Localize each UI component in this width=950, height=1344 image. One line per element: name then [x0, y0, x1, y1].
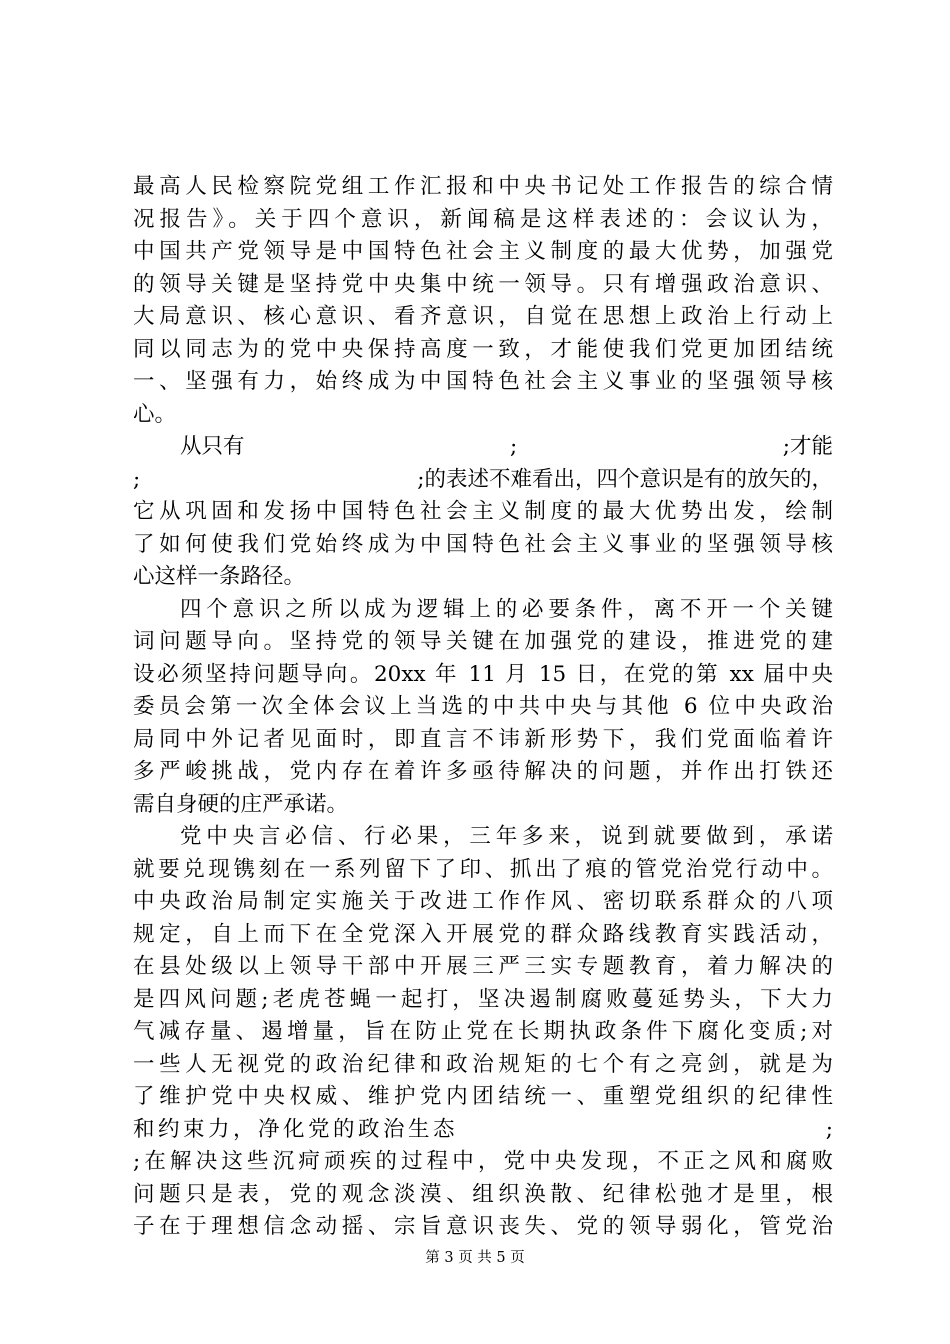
text-fragment: ;的表述不难看出，四个意识是有的放矢的，: [417, 466, 833, 492]
text-line: 一、坚强有力，始终成为中国特色社会主义事业的坚强领导核: [133, 369, 833, 394]
text-line: 中国共产党领导是中国特色社会主义制度的最大优势，加强党: [133, 239, 833, 264]
text-line: 词问题导向。坚持党的领导关键在加强党的建设，推进党的建: [133, 629, 833, 654]
body-text: [133, 171, 833, 1244]
text-fragment: ;: [510, 434, 518, 459]
text-line: ;在解决这些沉疴顽疾的过程中，党中央发现，不正之风和腐败: [133, 1149, 833, 1174]
text-line: 党中央言必信、行必果，三年多来，说到就要做到，承诺: [180, 824, 833, 849]
text-line: 需自身硬的庄严承诺。: [133, 791, 349, 817]
text-line: 心。: [133, 401, 177, 427]
text-line: 就要兑现镌刻在一系列留下了印、抓出了痕的管党治党行动中。: [133, 856, 833, 882]
text-line: 规定，自上而下在全党深入开展党的群众路线教育实践活动，: [133, 921, 833, 947]
text-fragment: 从只有: [180, 434, 245, 459]
text-line: 了如何使我们党始终成为中国特色社会主义事业的坚强领导核: [133, 531, 833, 557]
text-line: 最高人民检察院党组工作汇报和中央书记处工作报告的综合情: [133, 174, 833, 199]
text-fragment: 和约束力，净化党的政治生态: [133, 1116, 459, 1142]
text-line: 设必须坚持问题导向。20xx 年 11 月 15 日，在党的第 xx 届中央: [133, 661, 833, 687]
text-fragment: ;才能: [782, 434, 833, 459]
text-line: 委员会第一次全体会议上当选的中共中央与其他 6 位中央政治: [133, 694, 833, 719]
text-line: 是四风问题;老虎苍蝇一起打，坚决遏制腐败蔓延势头，下大力: [133, 986, 833, 1012]
text-line: 了维护党中央权威、维护党内团结统一、重塑党组织的纪律性: [133, 1084, 833, 1109]
text-line: 心这样一条路径。: [133, 564, 306, 589]
text-fragment: ;: [825, 1116, 833, 1142]
text-line: 它从巩固和发扬中国特色社会主义制度的最大优势出发，绘制: [133, 499, 833, 524]
text-line: 的领导关键是坚持党中央集中统一领导。只有增强政治意识、: [133, 271, 833, 297]
text-line: 况报告》。关于四个意识，新闻稿是这样表述的：会议认为，: [133, 206, 833, 232]
text-line-with-blanks: [133, 1114, 833, 1147]
text-line: 局同中外记者见面时，即直言不讳新形势下，我们党面临着许: [133, 726, 833, 752]
text-line: 多严峻挑战，党内存在着许多亟待解决的问题，并作出打铁还: [133, 759, 833, 784]
text-line: 子在于理想信念动摇、宗旨意识丧失、党的领导弱化，管党治: [133, 1214, 833, 1239]
text-line: 大局意识、核心意识、看齐意识，自觉在思想上政治上行动上: [133, 304, 833, 329]
page-footer: 第 3 页 共 5 页: [425, 1250, 525, 1266]
text-line: 一些人无视党的政治纪律和政治规矩的七个有之亮剑，就是为: [133, 1051, 833, 1077]
text-line: 四个意识之所以成为逻辑上的必要条件，离不开一个关键: [180, 596, 833, 622]
text-line-with-blanks: [133, 431, 833, 464]
text-line: 气减存量、遏增量，旨在防止党在长期执政条件下腐化变质;对: [133, 1019, 833, 1044]
text-fragment: ;: [133, 466, 141, 492]
text-line: 中央政治局制定实施关于改进工作作风、密切联系群众的八项: [133, 889, 833, 914]
text-line: 同以同志为的党中央保持高度一致，才能使我们党更加团结统: [133, 336, 833, 362]
text-line: 问题只是表，党的观念淡漠、组织涣散、纪律松弛才是里，根: [133, 1181, 833, 1207]
text-line-with-blanks: [133, 464, 833, 497]
text-line: 在县处级以上领导干部中开展三严三实专题教育，着力解决的: [133, 954, 833, 979]
